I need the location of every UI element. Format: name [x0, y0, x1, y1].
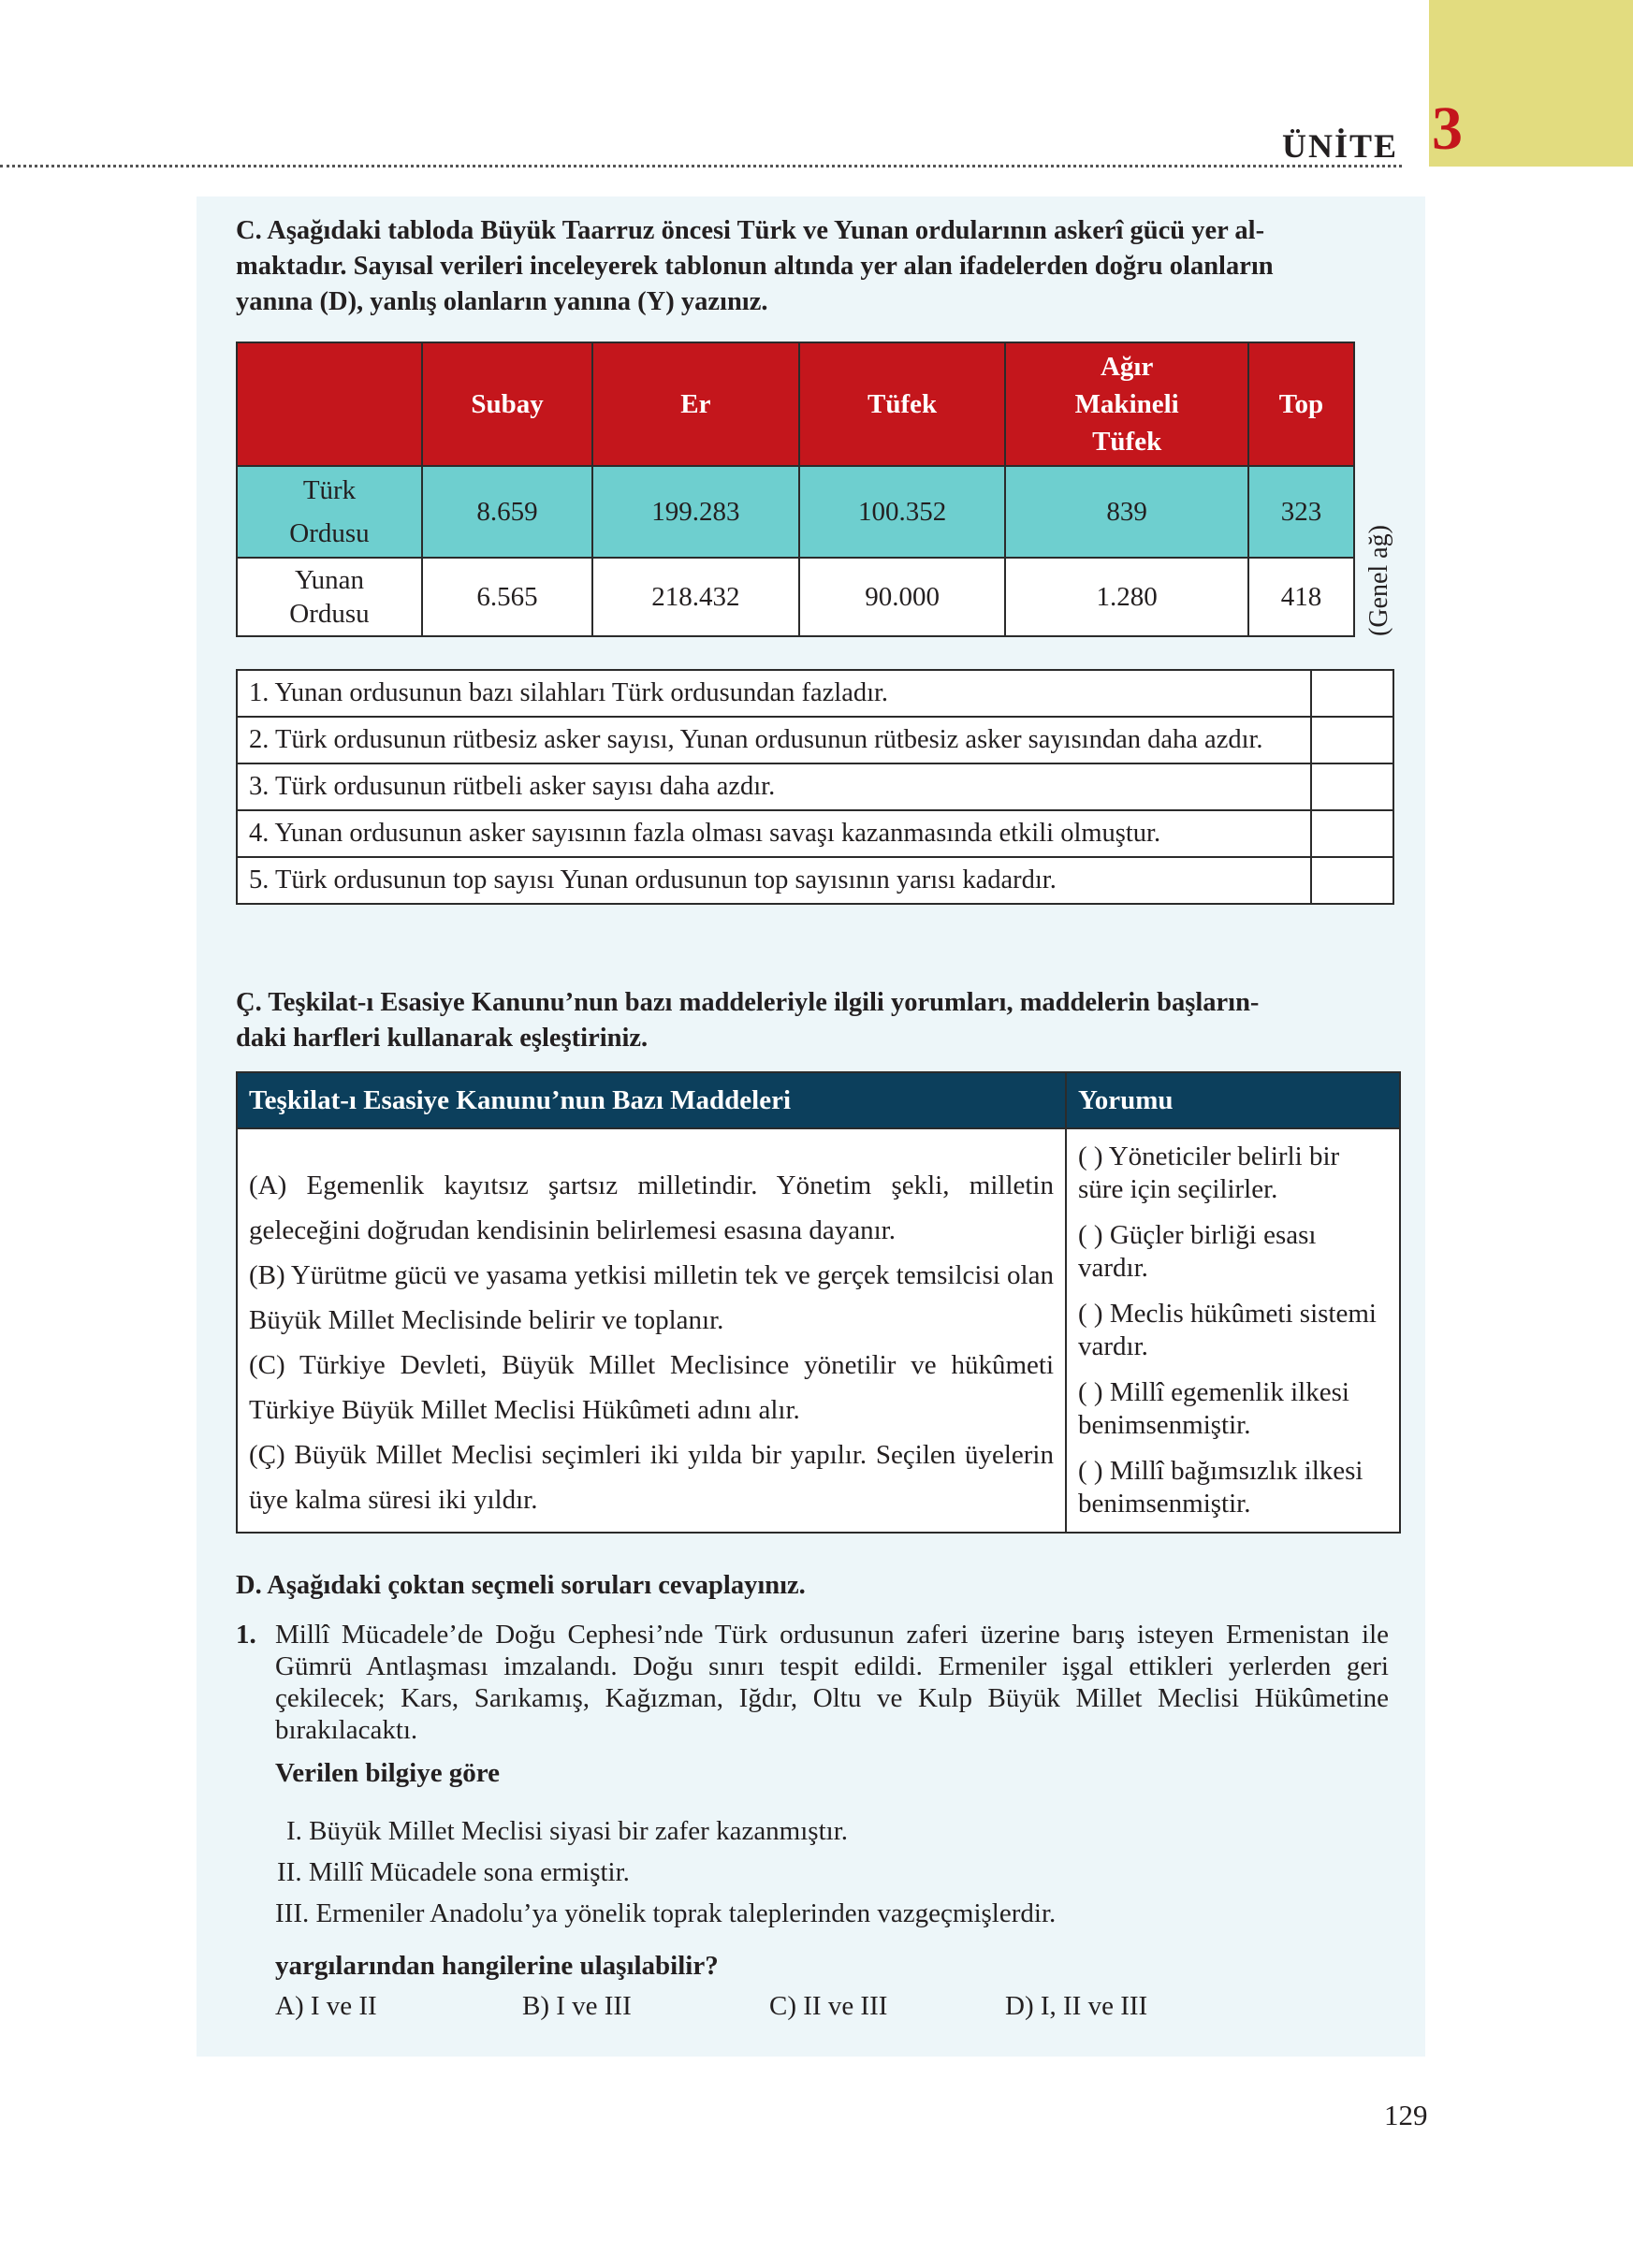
section-d-instruction: D. Aşağıdaki çoktan seçmeli soruları cevaplayınız. — [236, 1571, 806, 1600]
source-text: (Genel ağ) — [1364, 525, 1393, 636]
interpretation-item[interactable]: ( ) Meclis hükûmeti sistemi vardır. — [1078, 1299, 1377, 1361]
question-prompt: Verilen bilgiye göre — [275, 1758, 501, 1788]
header-articles: Teşkilat-ı Esasiye Kanunu’nun Bazı Maddeleri — [237, 1072, 1066, 1128]
article-item: (Ç) Büyük Millet Meclisi seçimleri iki yılda bir yapılır. Seçilen üyelerin üye kalma süresi iki yıldır. — [249, 1440, 1054, 1515]
cell-value: 1.280 — [1005, 558, 1247, 636]
interpretation-item[interactable]: ( ) Güçler birliği esası vardır. — [1078, 1220, 1317, 1283]
table-row-yunan — [237, 558, 1354, 636]
statement-text: 4. Yunan ordusunun asker sayısının fazla olması savaşı kazanmasında etkili olmuştur. — [237, 810, 1311, 857]
option-d[interactable]: D) I, II ve III — [1005, 1991, 1148, 2021]
question-text: Millî Mücadele’de Doğu Cephesi’nde Türk ordusunun zaferi üzerine barış isteyen Ermenistan ile Gümrü Antlaşması imzalandı. Doğu sınırı tespit edildi. Ermeniler işgal ettikleri yerlerden geri çekilecek; Kars, Sarıkamış, Kağızman, Iğdır, Oltu ve Kulp Büyük Millet Meclisi Hükûmetine bırakılacaktı. — [275, 1620, 1389, 1745]
row-label-line: Ordusu — [289, 599, 370, 629]
table-corner-cell — [237, 342, 422, 466]
row-header-turk — [237, 466, 422, 558]
col-header-top: Top — [1248, 342, 1354, 466]
true-false-statements-table — [236, 669, 1394, 905]
cell-value: 199.283 — [592, 466, 799, 558]
unit-number: 3 — [1432, 94, 1463, 163]
interpretations-cell — [1066, 1128, 1400, 1533]
cell-value: 8.659 — [422, 466, 592, 558]
army-strength-table — [236, 342, 1355, 637]
answer-box[interactable] — [1311, 763, 1393, 810]
table-header-row — [237, 1072, 1400, 1128]
question-number: 1. — [236, 1620, 256, 1650]
statement-text: 3. Türk ordusunun rütbeli asker sayısı daha azdır. — [237, 763, 1311, 810]
table-source-note — [1357, 488, 1404, 638]
header-line: Makineli — [1074, 389, 1179, 419]
roman-item: III. Ermeniler Anadolu’ya yönelik toprak taleplerinden vazgeçmişlerdir. — [275, 1898, 1057, 1928]
article-item: (C) Türkiye Devleti, Büyük Millet Meclisince yönetilir ve hükûmeti Türkiye Büyük Millet Meclisi Hükûmeti adını alır. — [249, 1350, 1054, 1425]
table-body-row — [237, 1128, 1400, 1533]
unit-label: ÜNİTE — [1282, 127, 1399, 165]
roman-item: I. Büyük Millet Meclisi siyasi bir zafer kazanmıştır. — [286, 1816, 849, 1846]
page-number: 129 — [1384, 2099, 1428, 2131]
option-c[interactable]: C) II ve III — [769, 1991, 888, 2021]
cell-value: 6.565 — [422, 558, 592, 636]
row-header-yunan — [237, 558, 422, 636]
article-item: (A) Egemenlik kayıtsız şartsız milletindir. Yönetim şekli, milletin geleceğini doğrudan kendisinin belirlemesi esasına dayanır. — [249, 1170, 1054, 1245]
col-header-tufek: Tüfek — [799, 342, 1006, 466]
answer-box[interactable] — [1311, 670, 1393, 717]
instruction-line: maktadır. Sayısal verileri inceleyerek tablonun altında yer alan ifadelerden doğru olanların — [236, 252, 1274, 281]
row-label-line: Türk — [302, 475, 357, 505]
answer-box[interactable] — [1311, 857, 1393, 904]
interpretation-item[interactable]: ( ) Millî egemenlik ilkesi benimsenmiştir. — [1078, 1377, 1349, 1440]
roman-item: II. Millî Mücadele sona ermiştir. — [277, 1857, 630, 1887]
section-c-instruction — [236, 213, 1406, 320]
answer-box[interactable] — [1311, 810, 1393, 857]
table-header-row — [237, 342, 1354, 466]
col-header-agir-makineli-tufek — [1005, 342, 1247, 466]
cell-value: 100.352 — [799, 466, 1006, 558]
col-header-subay: Subay — [422, 342, 592, 466]
cell-value: 839 — [1005, 466, 1247, 558]
interpretation-item[interactable]: ( ) Millî bağımsızlık ilkesi benimsenmiştir. — [1078, 1456, 1363, 1519]
statement-row — [237, 670, 1393, 717]
header-line: Tüfek — [1092, 427, 1162, 457]
interpretation-item[interactable]: ( ) Yöneticiler belirli bir süre için seçilirler. — [1078, 1141, 1340, 1204]
constitution-matching-table — [236, 1071, 1401, 1534]
table-row-turk — [237, 466, 1354, 558]
header-interpretation: Yorumu — [1066, 1072, 1400, 1128]
statement-row — [237, 763, 1393, 810]
statement-text: 2. Türk ordusunun rütbesiz asker sayısı, Yunan ordusunun rütbesiz asker sayısından daha azdır. — [237, 717, 1311, 763]
instruction-line: C. Aşağıdaki tabloda Büyük Taarruz öncesi Türk ve Yunan ordularının askerî gücü yer al- — [236, 216, 1265, 245]
row-label-line: Ordusu — [289, 518, 370, 548]
cell-value: 418 — [1248, 558, 1354, 636]
instruction-line: daki harfleri kullanarak eşleştiriniz. — [236, 1024, 649, 1053]
articles-cell — [237, 1128, 1066, 1533]
instruction-line: Ç. Teşkilat-ı Esasiye Kanunu’nun bazı maddeleriyle ilgili yorumları, maddelerin başların- — [236, 988, 1260, 1017]
instruction-line: yanına (D), yanlış olanların yanına (Y) yazınız. — [236, 287, 768, 316]
question-end: yargılarından hangilerine ulaşılabilir? — [275, 1951, 719, 1981]
statement-text: 1. Yunan ordusunun bazı silahları Türk ordusundan fazladır. — [237, 670, 1311, 717]
cell-value: 218.432 — [592, 558, 799, 636]
statement-row — [237, 857, 1393, 904]
answer-box[interactable] — [1311, 717, 1393, 763]
cell-value: 323 — [1248, 466, 1354, 558]
cell-value: 90.000 — [799, 558, 1006, 636]
header-line: Ağır — [1100, 352, 1154, 382]
article-item: (B) Yürütme gücü ve yasama yetkisi milletin tek ve gerçek temsilcisi olan Büyük Millet Meclisinde belirir ve toplanır. — [249, 1260, 1054, 1335]
section-cc-instruction — [236, 985, 1406, 1056]
statement-row — [237, 810, 1393, 857]
option-b[interactable]: B) I ve III — [522, 1991, 632, 2021]
header-dotted-rule — [0, 165, 1402, 167]
statement-row — [237, 717, 1393, 763]
option-a[interactable]: A) I ve II — [275, 1991, 377, 2021]
row-label-line: Yunan — [294, 565, 365, 595]
col-header-er: Er — [592, 342, 799, 466]
statement-text: 5. Türk ordusunun top sayısı Yunan ordusunun top sayısının yarısı kadardır. — [237, 857, 1311, 904]
